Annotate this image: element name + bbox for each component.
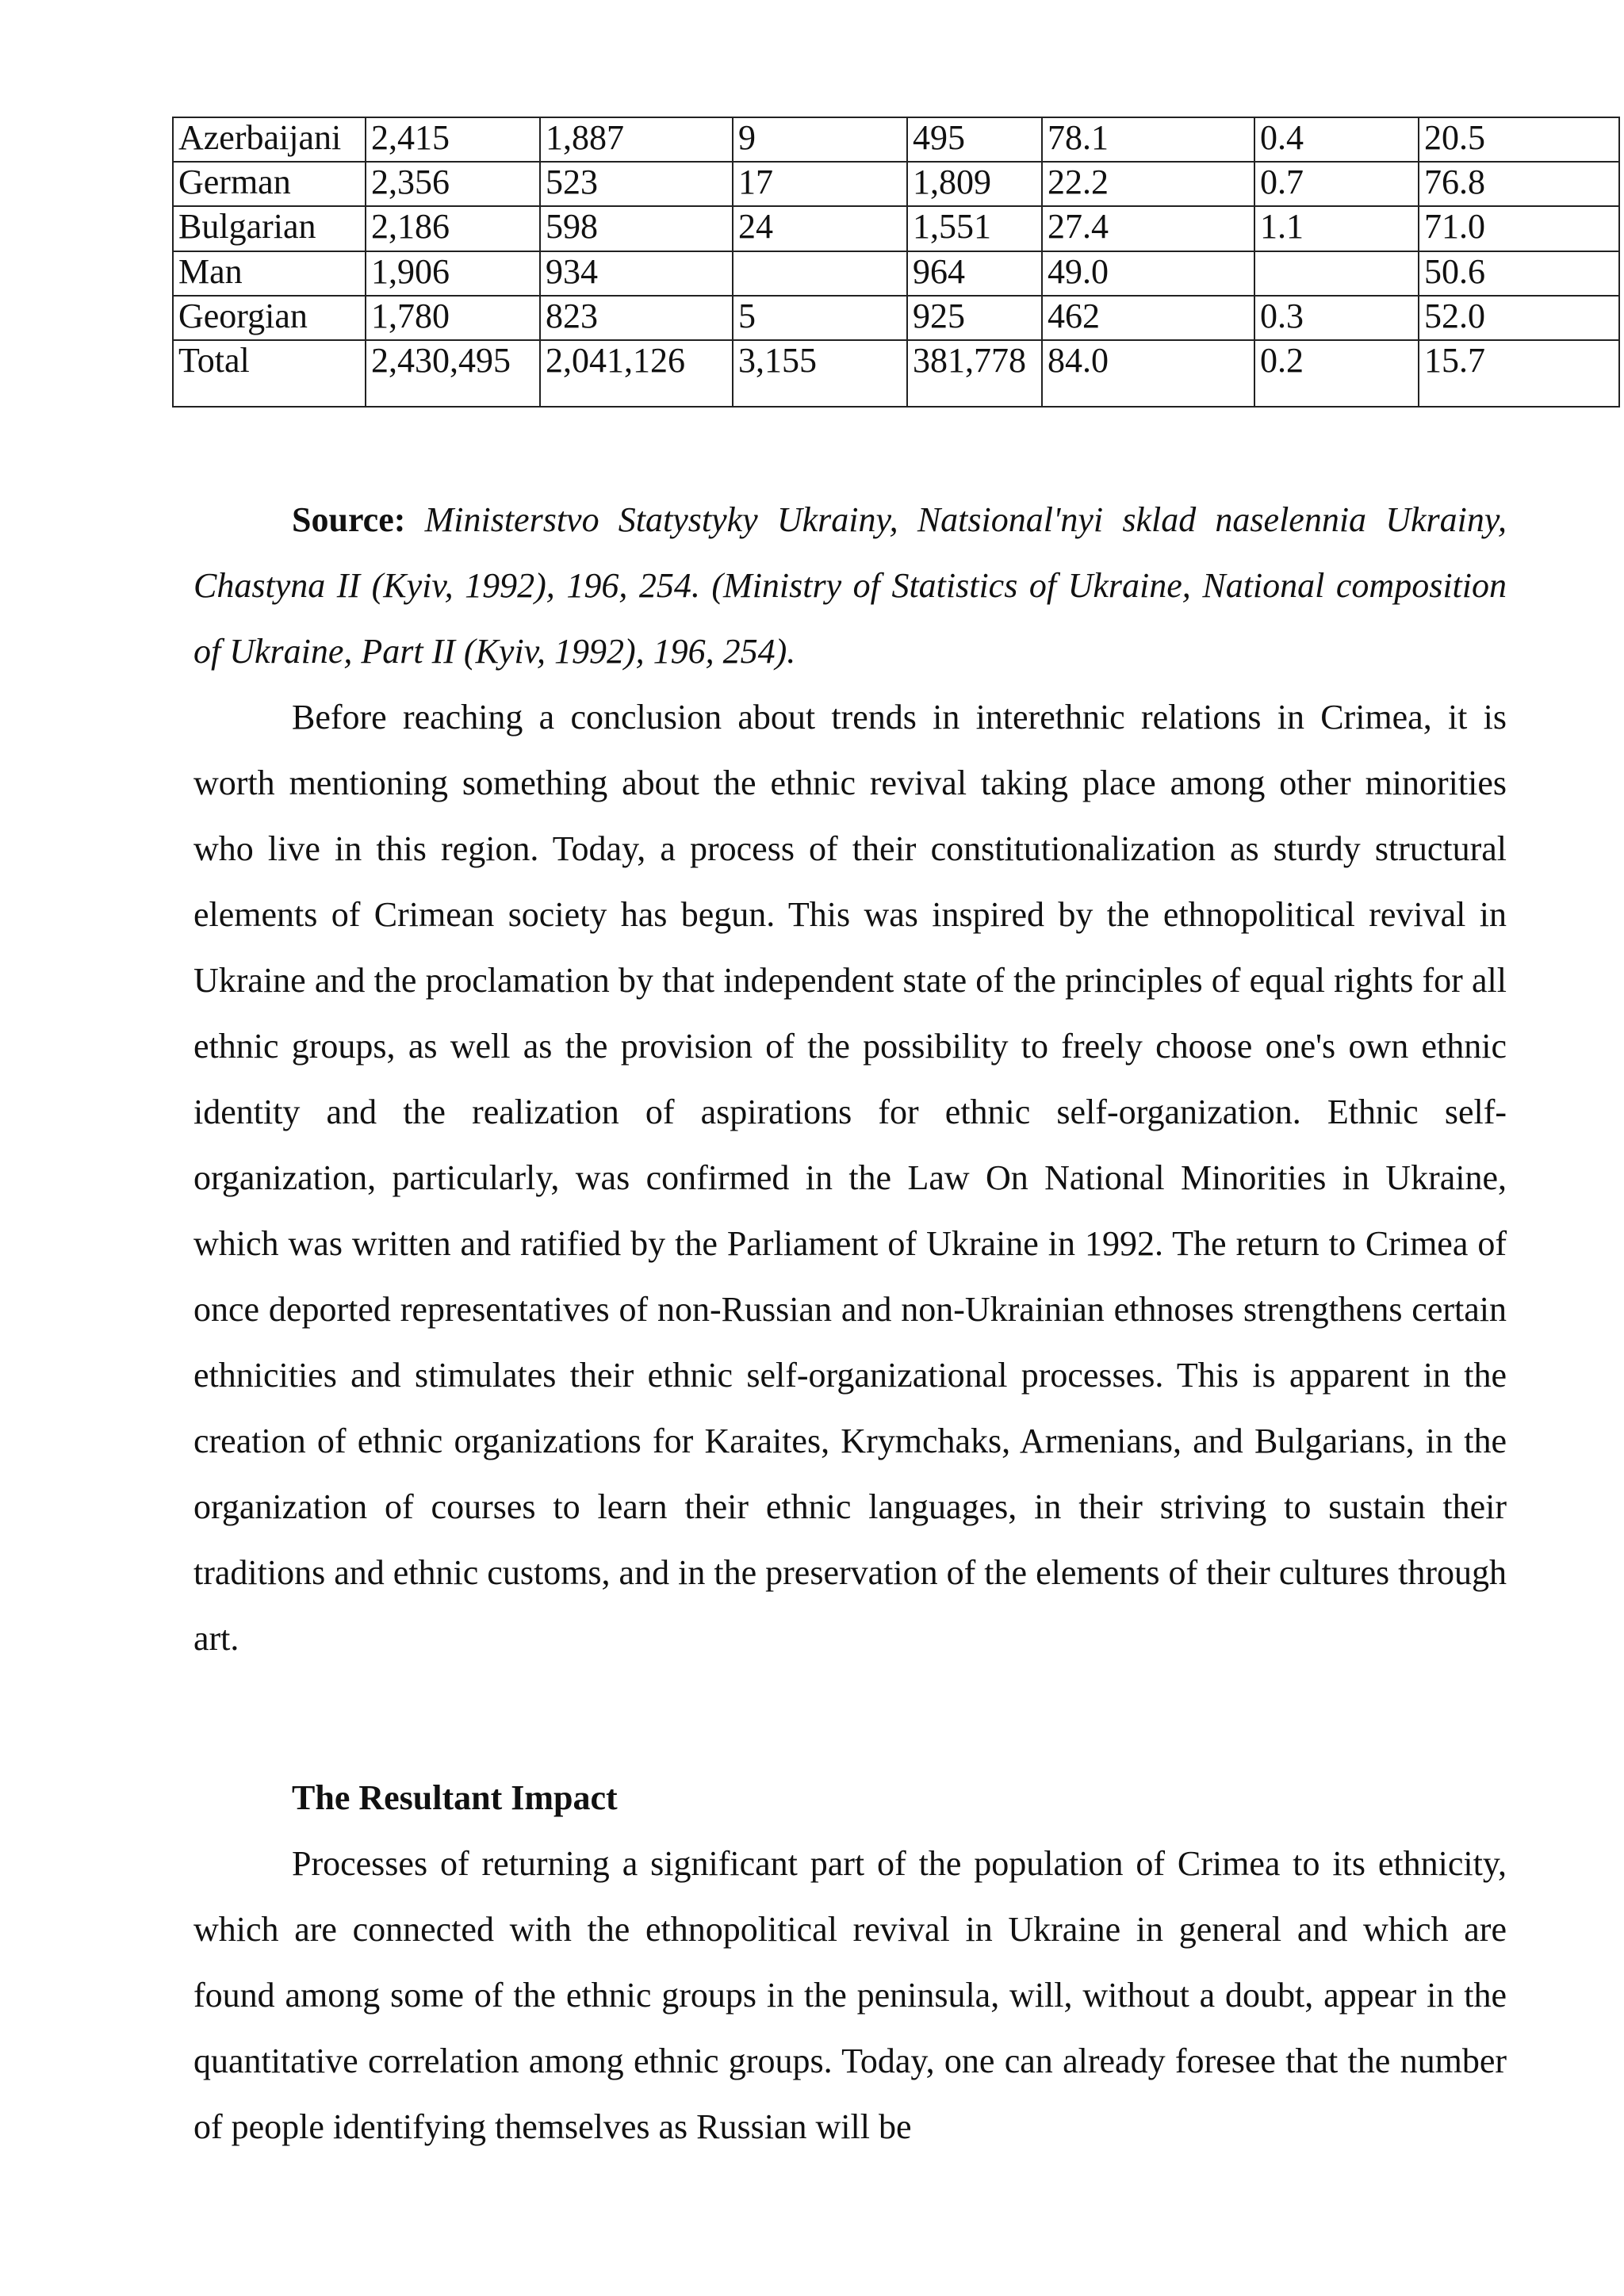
table-cell: 462 (1042, 296, 1254, 340)
table-cell: 49.0 (1042, 251, 1254, 296)
table-cell: 0.4 (1254, 117, 1419, 162)
paragraph-text: Processes of returning a significant part of the population of Crimea to its ethnicity, which are connected with the ethnopolitical revival in Ukraine in general and which are found among some of the ethnic groups in the peninsula, will, without a doubt, appear in the quantitative correlation among ethnic groups. Today, one can already foresee that the number of people identifying themselves as Russian will be (193, 1844, 1507, 2146)
table-cell: 52.0 (1419, 296, 1619, 340)
table-cell: 1.1 (1254, 206, 1419, 251)
row-label-cell: Total (173, 340, 366, 407)
table-cell: 76.8 (1419, 162, 1619, 206)
row-label-cell: Georgian (173, 296, 366, 340)
table-cell (1254, 251, 1419, 296)
table-cell: 2,186 (366, 206, 540, 251)
source-text: Ministerstvo Statystyky Ukrainy, Natsional'nyi sklad naselennia Ukrainy, Chastyna II (Kyiv, 1992), 196, 254. (Ministry of Statistics of Ukraine, National composition of Ukraine, Part II (Kyiv, 1992), 196, 254). (193, 500, 1507, 671)
table-row (173, 296, 1619, 340)
table-cell: 495 (907, 117, 1042, 162)
table-cell: 71.0 (1419, 206, 1619, 251)
table-row (173, 117, 1619, 162)
table-cell: 22.2 (1042, 162, 1254, 206)
table-cell: 78.1 (1042, 117, 1254, 162)
table-cell: 2,356 (366, 162, 540, 206)
table-cell: 1,780 (366, 296, 540, 340)
table-cell: 0.2 (1254, 340, 1419, 407)
table-cell: 934 (540, 251, 733, 296)
table-row (173, 340, 1619, 407)
table-cell: 2,041,126 (540, 340, 733, 407)
table-cell: 1,887 (540, 117, 733, 162)
table-cell: 27.4 (1042, 206, 1254, 251)
table-cell: 823 (540, 296, 733, 340)
table-cell: 2,430,495 (366, 340, 540, 407)
table-cell: 964 (907, 251, 1042, 296)
row-label-cell: German (173, 162, 366, 206)
source-label: Source: (292, 500, 406, 539)
table-row (173, 162, 1619, 206)
table-row (173, 206, 1619, 251)
table-cell: 0.3 (1254, 296, 1419, 340)
table-cell: 925 (907, 296, 1042, 340)
table-cell: 2,415 (366, 117, 540, 162)
table-cell: 84.0 (1042, 340, 1254, 407)
table-cell: 15.7 (1419, 340, 1619, 407)
table-cell: 50.6 (1419, 251, 1619, 296)
table-cell: 1,809 (907, 162, 1042, 206)
table-cell: 20.5 (1419, 117, 1619, 162)
row-label-cell: Azerbaijani (173, 117, 366, 162)
table-cell: 1,906 (366, 251, 540, 296)
table-cell: 381,778 (907, 340, 1042, 407)
source-paragraph (193, 487, 1507, 684)
source-citation (193, 487, 1507, 684)
table-cell: 24 (733, 206, 907, 251)
table-cell: 17 (733, 162, 907, 206)
table-cell: 0.7 (1254, 162, 1419, 206)
section-heading: The Resultant Impact (292, 1778, 618, 1817)
row-label-cell: Man (173, 251, 366, 296)
table-body (173, 117, 1619, 407)
table-cell: 9 (733, 117, 907, 162)
paragraph-text: Before reaching a conclusion about trends in interethnic relations in Crimea, it is worth mentioning something about the ethnic revival taking place among other minorities who live in this region. Today, a process of their constitutionalization as sturdy structural elements of Crimean society has begun. This was inspired by the ethnopolitical revival in Ukraine and the proclamation by that independent state of the principles of equal rights for all ethnic groups, as well as the provision of the possibility to freely choose one's own ethnic identity and the realization of aspirations for ethnic self-organization. Ethnic self-organization, particularly, was confirmed in the Law On National Minorities in Ukraine, which was written and ratified by the Parliament of Ukraine in 1992. The return to Crimea of once deported representatives of non-Russian and non-Ukrainian ethnoses strengthens certain ethnicities and stimulates their ethnic self-organizational processes. This is apparent in the creation of ethnic organizations for Karaites, Krymchaks, Armenians, and Bulgarians, in the organization of courses to learn their ethnic languages, in their striving to sustain their traditions and ethnic customs, and in the preservation of the elements of their cultures through art. (193, 698, 1507, 1658)
table-cell: 598 (540, 206, 733, 251)
body-paragraph-1 (193, 684, 1507, 1671)
body-paragraph-2 (193, 1831, 1507, 2160)
table-cell: 1,551 (907, 206, 1042, 251)
table-row (173, 251, 1619, 296)
table-cell: 5 (733, 296, 907, 340)
ethnic-composition-table (172, 117, 1620, 408)
table-cell (733, 251, 907, 296)
table-cell: 523 (540, 162, 733, 206)
row-label-cell: Bulgarian (173, 206, 366, 251)
table-cell: 3,155 (733, 340, 907, 407)
